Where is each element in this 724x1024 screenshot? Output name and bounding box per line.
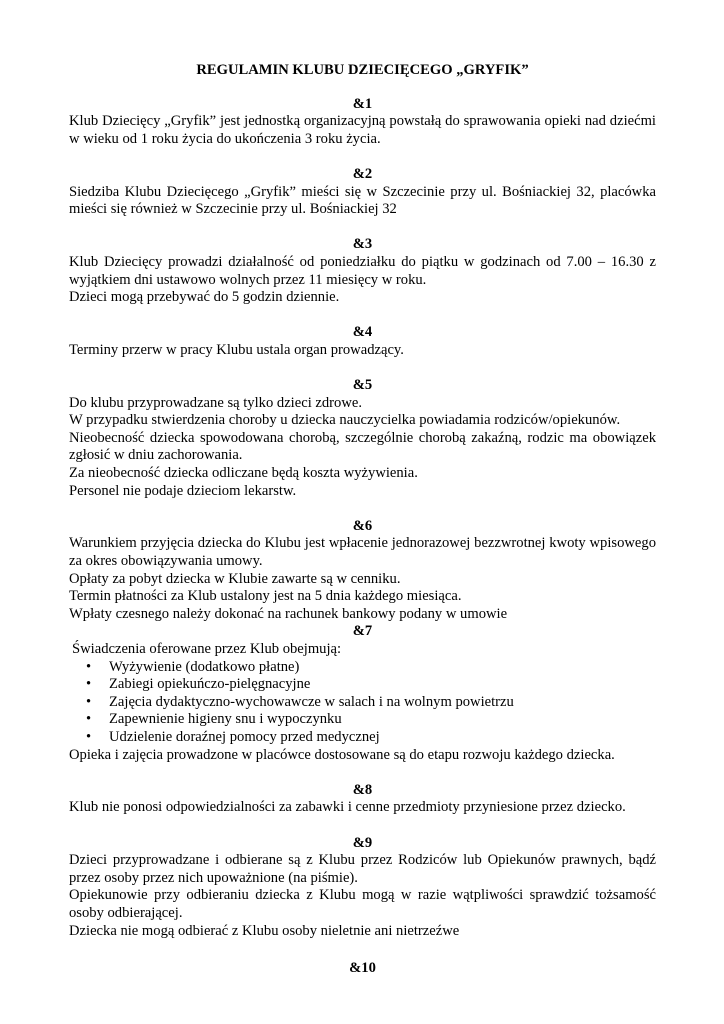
paragraph: Do klubu przyprowadzane są tylko dzieci zdrowe. (69, 394, 362, 411)
section-heading: &3 (352, 236, 373, 253)
paragraph: Dzieci przyprowadzane i odbierane są z Klubu przez Rodziców lub Opiekunów prawnych, bądź przez osoby przez nich upoważnione (na piśmie). (69, 852, 656, 886)
section-heading: &4 (352, 324, 373, 341)
benefits-list (69, 659, 656, 747)
section-9 (69, 835, 656, 941)
bullet-icon: • (86, 711, 92, 728)
section-5 (69, 377, 656, 500)
section-heading: &6 (352, 517, 373, 534)
section-heading: &10 (349, 959, 376, 976)
paragraph: Warunkiem przyjęcia dziecka do Klubu jest wpłacenie jednorazowej bezzwrotnej kwoty wpisowego za okres obowiązywania umowy. (69, 535, 656, 570)
list-item: • Udzielenie doraźnej pomocy przed medycznej (86, 728, 380, 745)
section-4 (69, 324, 656, 359)
document-title: REGULAMIN KLUBU DZIECIĘCEGO „GRYFIK” (196, 62, 529, 78)
section-2 (69, 166, 656, 219)
paragraph: Personel nie podaje dzieciom lekarstw. (69, 482, 297, 499)
paragraph: Wpłaty czesnego należy dokonać na rachunek bankowy podany w umowie (69, 605, 508, 622)
paragraph: W przypadku stwierdzenia choroby u dziecka nauczycielka powiadamia rodziców/opiekunów. (69, 412, 621, 429)
bullet-icon: • (86, 728, 92, 745)
paragraph: Klub Dziecięcy „Gryfik” jest jednostką organizacyjną powstałą do sprawowania opieki nad dziećmi w wieku od 1 roku życia do ukończenia 3 roku życia. (69, 113, 656, 147)
bullet-icon: • (86, 676, 92, 693)
paragraph: Klub Dziecięcy prowadzi działalność od poniedziałku do piątku w godzinach od 7.00 – 16.30 z wyjątkiem dni ustawowo wolnych przez 11 miesięcy w roku. (69, 253, 656, 288)
paragraph: Siedziba Klubu Dziecięcego „Gryfik” mieści się w Szczecinie przy ul. Bośniackiej 32, placówka mieści się również w Szczecinie przy ul. Bośniackiej 32 (69, 183, 656, 218)
list-item: • Zajęcia dydaktyczno-wychowawcze w salach i na wolnym powietrzu (86, 693, 514, 710)
section-6 (69, 518, 656, 624)
section-3 (69, 236, 656, 306)
section-heading: &7 (352, 623, 373, 640)
section-10 (69, 960, 656, 978)
section-7 (69, 623, 656, 764)
section-heading: &9 (352, 834, 373, 851)
list-item: • Wyżywienie (dodatkowo płatne) (86, 658, 300, 675)
paragraph: Klub nie ponosi odpowiedzialności za zabawki i cenne przedmioty przyniesione przez dziecko. (69, 799, 626, 816)
bullet-icon: • (86, 693, 92, 710)
paragraph: Opłaty za pobyt dziecka w Klubie zawarte są w cenniku. (69, 570, 401, 587)
paragraph: Świadczenia oferowane przez Klub obejmują: (72, 641, 342, 657)
paragraph: Dzieci mogą przebywać do 5 godzin dziennie. (69, 289, 340, 306)
paragraph: Za nieobecność dziecka odliczane będą koszta wyżywienia. (69, 465, 418, 482)
list-item: • Zapewnienie higieny snu i wypoczynku (86, 711, 342, 728)
paragraph: Opieka i zajęcia prowadzone w placówce dostosowane są do etapu rozwoju każdego dziecka. (69, 746, 615, 763)
section-1 (69, 96, 656, 149)
section-8 (69, 782, 656, 817)
paragraph: Opiekunowie przy odbieraniu dziecka z Klubu mogą w razie wątpliwości sprawdzić tożsamość osoby odbierającej. (69, 887, 656, 921)
paragraph: Nieobecność dziecka spowodowana chorobą, szczególnie chorobą zakaźną, rodzic ma obowiązek zgłosić w dniu zachorowania. (69, 429, 656, 464)
section-heading: &1 (352, 95, 373, 112)
paragraph: Terminy przerw w pracy Klubu ustala organ prowadzący. (69, 341, 404, 358)
paragraph: Termin płatności za Klub ustalony jest na 5 dnia każdego miesiąca. (69, 588, 462, 605)
paragraph: Dziecka nie mogą odbierać z Klubu osoby nieletnie ani nietrzeźwe (69, 922, 460, 939)
section-heading: &8 (352, 781, 373, 798)
list-item: • Zabiegi opiekuńczo-pielęgnacyjne (86, 676, 311, 693)
section-heading: &5 (352, 377, 373, 394)
bullet-icon: • (86, 658, 92, 675)
document-page (69, 62, 656, 977)
section-heading: &2 (352, 165, 373, 182)
